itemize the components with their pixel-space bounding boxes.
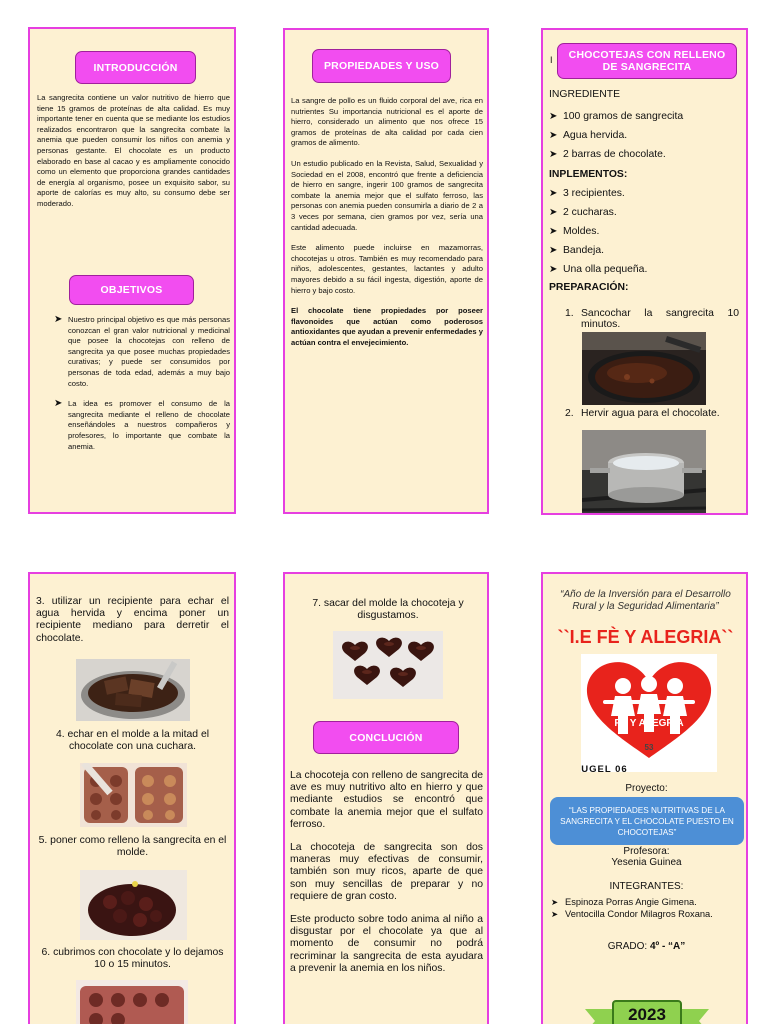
- propiedades-heading: PROPIEDADES Y USO: [312, 49, 451, 83]
- conclusion-paragraph: La chocoteja de sangrecita son dos maneras muy efectivas de consumir, también son muy ricos, aparte de que son muy sencillas de preparar y no requiere de gran costo.: [290, 842, 483, 902]
- step-4-text: 4. echar en el molde a la mitad el chocolate con una cuchara.: [55, 729, 210, 753]
- arrow-bullet-icon: ➤: [54, 398, 63, 410]
- step-number: 1.: [565, 308, 574, 319]
- panel-introduccion: [28, 27, 236, 514]
- boiling-water-photo: [582, 430, 706, 515]
- motto: “Año de la Inversión para el Desarrollo Rural y la Seguridad Alimentaria”: [560, 589, 731, 612]
- propiedades-paragraph: El chocolate tiene propiedades por poseer flavonoides que actúan como poderosos antioxidantes que ayudan a prevenir enfermedades y actúan contra el envejecimiento.: [291, 306, 483, 347]
- propiedades-paragraph: La sangre de pollo es un fluido corporal del ave, rica en nutrientes Su importancia nutricional es el aporte de hierro, considerado un alimento que nos ofrece 15 gramos de proteínas de alta calidad por cada cien gramos de alimento.: [291, 96, 483, 148]
- implementos-label: INPLEMENTOS:: [549, 169, 628, 180]
- objetivos-list: [54, 315, 230, 452]
- grado-line: [547, 941, 746, 953]
- grado-value: 4º - “A”: [649, 941, 686, 952]
- conclusion-heading: CONCLUCIÓN: [313, 721, 459, 754]
- integrante-item: ➤ Espinoza Porras Angie Gimena.: [551, 897, 697, 907]
- panel-portada: [541, 572, 748, 1024]
- step-number: 2.: [565, 408, 574, 419]
- school-logo: [581, 654, 717, 772]
- stray-mark: I: [550, 55, 553, 65]
- arrow-bullet-icon: ➤: [549, 111, 558, 122]
- chocotejas-photo: [333, 631, 443, 699]
- receta-heading: CHOCOTEJAS CON RELLENO DE SANGRECITA: [557, 43, 737, 79]
- ingrediente-item: ➤ 2 barras de chocolate.: [549, 149, 666, 161]
- panel-conclusion: [283, 572, 489, 1024]
- ingrediente-item: ➤ 100 gramos de sangrecita: [549, 111, 684, 122]
- panel-receta: [541, 28, 748, 515]
- school-name: ``I.E FÈ Y ALEGRIA``: [557, 627, 734, 647]
- step-7-text: 7. sacar del molde la chocoteja y disgustamos.: [312, 598, 464, 622]
- objetivo-item: ➤ Nuestro principal objetivo es que más personas conozcan el gran valor nutricional y medicinal que posee la chocotejas con relleno de sangrecita ya que posee muchas propiedades curativas; y puede ser consumidos por personas de toda edad, además a muy bajo costo.: [54, 314, 230, 388]
- arrow-bullet-icon: ➤: [549, 207, 558, 218]
- heart-children-logo-icon: [581, 654, 717, 772]
- propiedades-text: [291, 96, 483, 348]
- arrow-bullet-icon: ➤: [549, 188, 558, 199]
- integrantes-list: [551, 897, 747, 920]
- chocolate-mold-photo: [80, 763, 187, 827]
- grado-label: GRADO:: [607, 941, 650, 952]
- logo-text: FE Y ALEGRIA: [614, 718, 684, 729]
- implemento-item: ➤ 3 recipientes.: [549, 188, 625, 199]
- integrante-item: ➤ Ventocilla Condor Milagros Roxana.: [551, 908, 713, 919]
- objetivos-heading: OBJETIVOS: [69, 275, 194, 305]
- step-5-text: 5. poner como relleno la sangrecita en el molde.: [38, 835, 227, 859]
- arrow-bullet-icon: ➤: [549, 245, 558, 256]
- arrow-bullet-icon: ➤: [551, 908, 559, 919]
- ingredientes-list: [549, 111, 744, 162]
- year-ribbon: [585, 999, 709, 1024]
- filling-photo: [80, 870, 187, 940]
- step-6-text: 6. cubrimos con chocolate y lo dejamos 10 o 15 minutos.: [41, 947, 224, 971]
- conclusion-text: [290, 770, 483, 975]
- conclusion-paragraph: Este producto sobre todo anima al niño a disgustar por el chocolate ya que al momento de consumir no podrá recriminar la sangrecita de esta ayudara a prevenir la anemia en los niños.: [290, 914, 483, 974]
- implemento-item: ➤ Una olla pequeña.: [549, 264, 648, 275]
- preparacion-label: PREPARACIÓN:: [549, 282, 629, 293]
- arrow-bullet-icon: ➤: [551, 897, 559, 907]
- arrow-bullet-icon: ➤: [549, 130, 558, 142]
- arrow-bullet-icon: ➤: [549, 264, 558, 275]
- proyecto-title-box: “LAS PROPIEDADES NUTRITIVAS DE LA SANGRECITA Y EL CHOCOLATE PUESTO EN CHOCOTEJAS”: [550, 797, 744, 845]
- introduccion-text: La sangrecita contiene un valor nutritivo de hierro que tiene 15 gramos de proteínas de alta calidad. Es muy importante tener en cuenta que se mediante los estudios realizados encontraron que la sangrecita combate la anemia que pueden consumir los niños con anemia y personas gestante. El chocolate es un producto elaborado en base al cacao y es ampliamente conocido como un elemento que proporciona grandes cantidades de energía al organismo, posee un exquisito sabor, su aporte de calorías es muy alto, su consumo debe ser moderado.: [37, 93, 230, 208]
- ingredientes-label: INGREDIENTE: [549, 89, 621, 100]
- proyecto-label: Proyecto:: [625, 783, 668, 794]
- arrow-bullet-icon: ➤: [549, 226, 558, 237]
- ugel-label: UGEL 06: [581, 764, 628, 775]
- implementos-list: [549, 188, 744, 276]
- profesora-label: Profesora:: [623, 846, 670, 857]
- introduccion-heading: INTRODUCCIÓN: [75, 51, 196, 84]
- objetivo-item: ➤ La idea es promover el consumo de la sangrecita mediante el relleno de chocolate enseñándoles a nuestros compañeros y profesores, lo importante que combate la anemia.: [54, 398, 230, 451]
- panel-pasos: [28, 572, 236, 1024]
- conclusion-paragraph: La chocoteja con relleno de sangrecita de ave es muy nutritivo alto en hierro y que mediante estudios se encontró que combate la anemia mejor que el sulfato ferroso.: [290, 770, 483, 830]
- step-1-text: Sancochar la sangrecita 10 minutos.: [581, 308, 739, 330]
- logo-number: 53: [644, 743, 654, 752]
- implemento-item: ➤ 2 cucharas.: [549, 207, 617, 218]
- covered-mold-photo: [76, 980, 188, 1024]
- melting-chocolate-photo: [76, 659, 190, 721]
- propiedades-paragraph: Un estudio publicado en la Revista, Salud, Sexualidad y Sociedad en el 2008, encontró que frente a deficiencia de hierro en sangre, ingerir 100 gramos de sangrecita combate la anemia mejor que el sulfato ferroso, las personas con anemia pueden consumirla a diario de 2 a 3 veces por semana, cien gramos por vez, sería una cantidad adecuada.: [291, 158, 483, 232]
- ingrediente-item: ➤ Agua hervida.: [549, 130, 628, 142]
- profesora-name: Yesenia Guinea: [611, 857, 682, 868]
- panel-propiedades: [283, 28, 489, 514]
- arrow-bullet-icon: ➤: [549, 149, 558, 161]
- integrantes-label: INTEGRANTES:: [609, 881, 684, 892]
- propiedades-paragraph: Este alimento puede incluirse en mazamorras, chocotejas u otros. También es muy recomendado para niños, adolescentes, gestantes, lactantes y adulto mayores debido a su fácil ingesta, digestión, aporte de hierro y bajo costo.: [291, 243, 483, 295]
- step-3-text: 3. utilizar un recipiente para echar el agua hervida y encima poner un recipiente mediano para derretir el chocolate.: [36, 596, 229, 644]
- step-2-text: Hervir agua para el chocolate.: [581, 408, 720, 419]
- arrow-bullet-icon: ➤: [54, 314, 63, 325]
- implemento-item: ➤ Moldes.: [549, 226, 600, 237]
- year-label: 2023: [628, 1005, 666, 1024]
- boiling-sangrecita-photo: [582, 332, 706, 405]
- implemento-item: ➤ Bandeja.: [549, 245, 605, 256]
